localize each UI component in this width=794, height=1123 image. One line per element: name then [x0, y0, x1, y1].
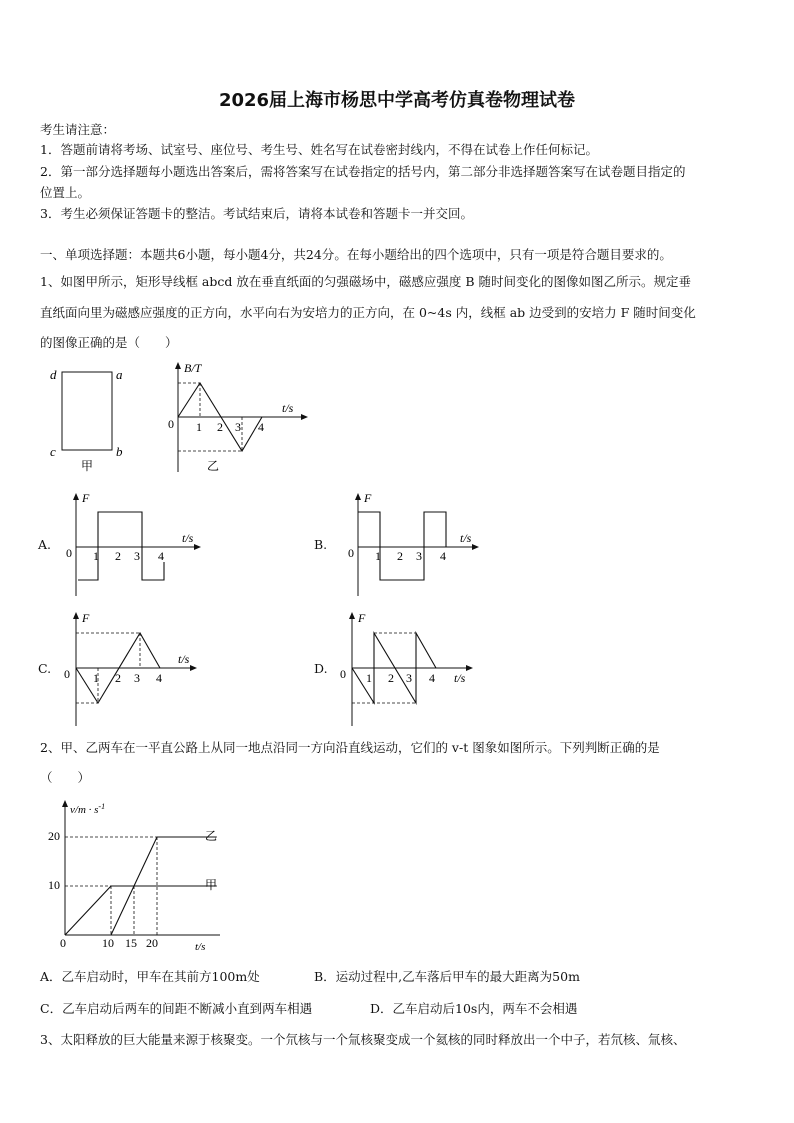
tick-label: 3	[416, 549, 422, 563]
axis-label-x: t/s	[454, 671, 466, 685]
vt-chart	[40, 795, 230, 955]
option-d-graph	[336, 608, 486, 728]
tick-label: 2	[388, 671, 394, 685]
y-tick-label: 10	[48, 878, 60, 892]
option-b-label[interactable]: B.	[314, 537, 328, 552]
notice-heading: 考生请注意：	[40, 122, 116, 137]
axis-label-y: B/T	[184, 361, 202, 375]
series-label-yi: 乙	[205, 829, 218, 843]
tick-label: 3	[406, 671, 412, 685]
section-heading: 一、单项选择题：本题共6小题，每小题4分，共24分。在每小题给出的四个选项中，只有一项是符合题目要求的。	[40, 247, 672, 262]
option-c-graph	[60, 608, 210, 728]
label-b: b	[116, 444, 123, 459]
tick-label: 4	[158, 549, 164, 563]
option-b-graph	[342, 490, 492, 598]
tick-label: 2	[115, 549, 121, 563]
tick-label: 4	[429, 671, 435, 685]
tick-label: 2	[115, 671, 121, 685]
q1-text: 的图像正确的是（ ）	[40, 335, 178, 350]
q2-text: （ ）	[40, 770, 91, 785]
x-tick-label: 10	[102, 936, 114, 950]
tick-label: 3	[134, 549, 140, 563]
tick-label: 2	[397, 549, 403, 563]
q1-text: 1、如图甲所示，矩形导线框 abcd 放在垂直纸面的匀强磁场中，磁感应强度 B 随时间变化的图像如图乙所示。规定垂	[40, 274, 691, 289]
q2-option-d[interactable]: D．乙车启动后10s内，两车不会相遇	[370, 1001, 578, 1016]
tick-label: 4	[258, 420, 264, 434]
tick-label: 1	[375, 549, 381, 563]
option-a-graph	[60, 490, 210, 598]
figure-yi-bt	[164, 360, 314, 475]
q3-text: 3、太阳释放的巨大能量来源于核聚变。一个氘核与一个氚核聚变成一个氦核的同时释放出一个中子，若氘核、氚核、	[40, 1032, 686, 1047]
notice-item: 1．答题前请将考场、试室号、座位号、考生号、姓名写在试卷密封线内，不得在试卷上作任何标记。	[40, 142, 598, 157]
axis-label-y: F	[358, 611, 366, 625]
axis-label-x: t/s	[182, 531, 194, 545]
tick-label: 1	[196, 420, 202, 434]
label-d: d	[50, 367, 57, 382]
caption-yi: 乙	[207, 459, 220, 473]
series-label-jia: 甲	[205, 878, 218, 892]
axis-label-y: F	[82, 611, 90, 625]
x-tick-label: 20	[146, 936, 158, 950]
axis-label-x: t/s	[282, 401, 294, 415]
notice-item: 位置上。	[40, 185, 91, 200]
series-line-甲	[65, 886, 217, 935]
axis-label-y: F	[82, 491, 90, 505]
label-c: c	[50, 444, 56, 459]
y-tick-label: 20	[48, 829, 60, 843]
notice-item: 3．考生必须保证答题卡的整洁。考试结束后，请将本试卷和答题卡一并交回。	[40, 206, 473, 221]
q2-option-b[interactable]: B．运动过程中,乙车落后甲车的最大距离为50m	[314, 969, 580, 984]
tick-label: 1	[366, 671, 372, 685]
tick-label: 4	[440, 549, 446, 563]
notice-item: 2．第一部分选择题每小题选出答案后，需将答案写在试卷指定的括号内，第二部分非选择题答案写在试卷题目指定的	[40, 164, 686, 179]
axis-label-x: t/s	[460, 531, 472, 545]
tick-label: 1	[93, 671, 99, 685]
axis-label-x: t/s	[178, 652, 190, 666]
figure-jia	[44, 362, 134, 474]
q1-text: 直纸面向里为磁感应强度的正方向，水平向右为安培力的正方向，在 0~4s 内，线框 ab 边受到的安培力 F 随时间变化	[40, 305, 696, 320]
option-a-label[interactable]: A.	[38, 537, 52, 552]
origin-label: 0	[64, 667, 70, 681]
q2-text: 2、甲、乙两车在一平直公路上从同一地点沿同一方向沿直线运动，它们的 v-t 图象如图所示。下列判断正确的是	[40, 740, 660, 755]
tick-label: 4	[156, 671, 162, 685]
caption-jia: 甲	[81, 459, 94, 473]
page-title: 2026届上海市杨思中学高考仿真卷物理试卷	[218, 90, 576, 111]
y-tick-label: 0	[60, 936, 66, 950]
tick-label: 1	[93, 549, 99, 563]
option-d-label[interactable]: D.	[314, 661, 328, 676]
label-a: a	[116, 367, 123, 382]
axis-label-x: t/s	[195, 941, 206, 953]
option-c-label[interactable]: C.	[38, 661, 52, 676]
tick-label: 3	[134, 671, 140, 685]
x-tick-label: 15	[125, 936, 137, 950]
origin-label: 0	[168, 417, 174, 431]
q2-option-a[interactable]: A．乙车启动时，甲车在其前方100m处	[40, 969, 260, 984]
axis-label-y: $v/m \cdot s^{-1}$	[70, 802, 106, 816]
axis-label-y: F	[364, 491, 372, 505]
tick-label: 3	[235, 420, 241, 434]
q2-option-c[interactable]: C．乙车启动后两车的间距不断减小直到两车相遇	[40, 1001, 313, 1016]
origin-label: 0	[66, 546, 72, 560]
tick-label: 2	[217, 420, 223, 434]
origin-label: 0	[348, 546, 354, 560]
origin-label: 0	[340, 667, 346, 681]
